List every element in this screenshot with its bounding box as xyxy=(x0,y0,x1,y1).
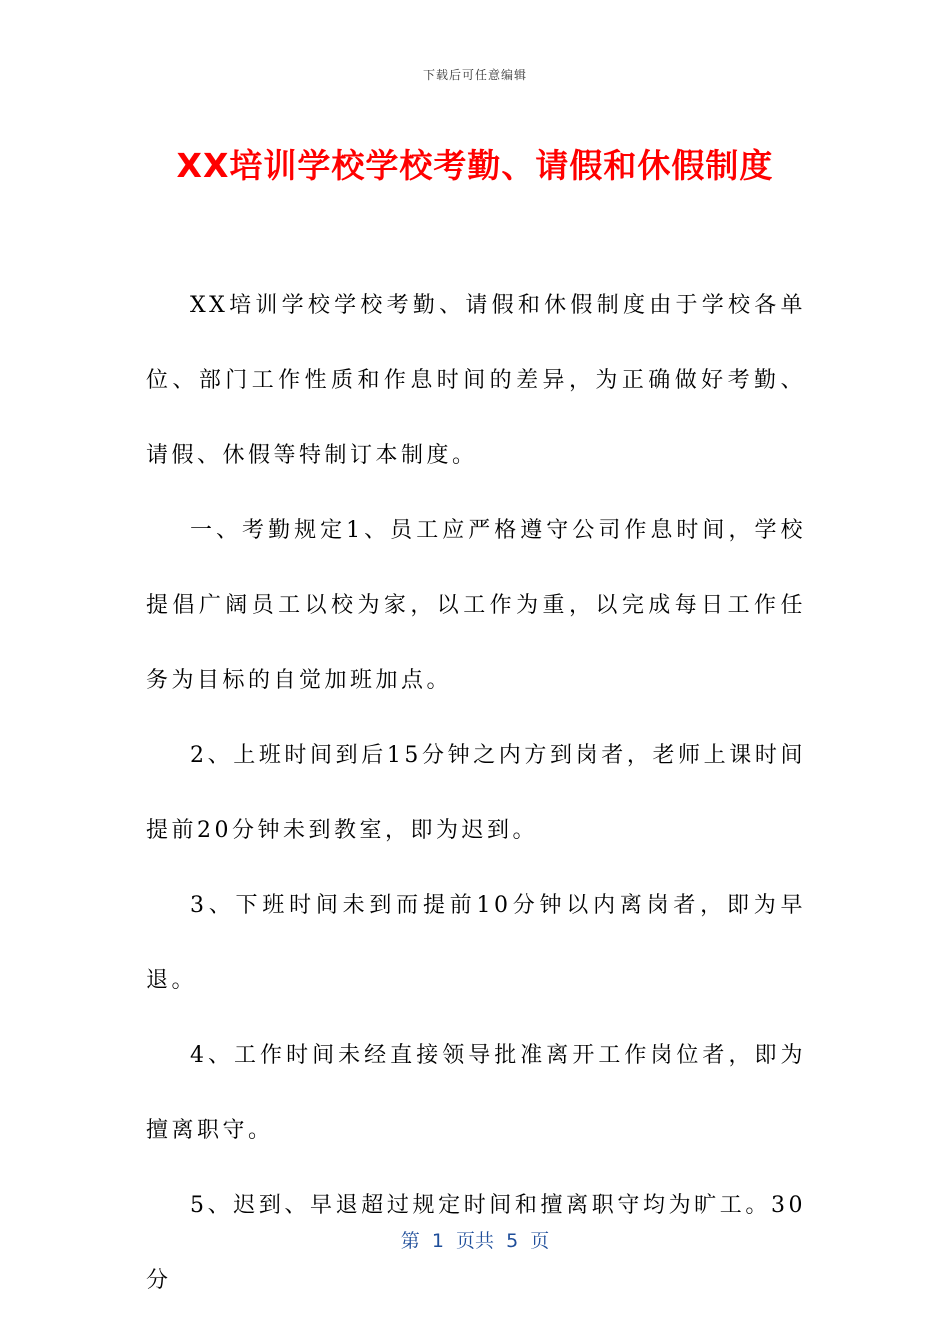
paragraph-attendance-rule-1: 一、考勤规定1、员工应严格遵守公司作息时间，学校提倡广阔员工以校为家，以工作为重，以完成每日工作任务为目标的自觉加班加点。 xyxy=(146,518,806,693)
paragraph-rule-3-early-leave: 3、下班时间未到而提前10分钟以内离岗者，即为早退。 xyxy=(146,893,806,993)
paragraph-rule-5-absence: 5、迟到、早退超过规定时间和擅离职守均为旷工。30分 xyxy=(146,1193,806,1293)
paragraph-intro: XX培训学校学校考勤、请假和休假制度由于学校各单位、部门工作性质和作息时间的差异，为正确做好考勤、请假、休假等特制订本制度。 xyxy=(146,293,806,468)
header-note: 下载后可任意编辑 xyxy=(422,68,527,82)
paragraph-rule-4-leaving-post: 4、工作时间未经直接领导批准离开工作岗位者，即为擅离职守。 xyxy=(146,1043,806,1143)
document-body xyxy=(146,268,806,1318)
paragraph-rule-2-late: 2、上班时间到后15分钟之内方到岗者，老师上课时间提前20分钟未到教室，即为迟到。 xyxy=(146,743,806,843)
page-number-footer: 第 1 页共 5 页 xyxy=(400,1230,550,1252)
document-title: XX培训学校学校考勤、请假和休假制度 xyxy=(176,146,774,185)
